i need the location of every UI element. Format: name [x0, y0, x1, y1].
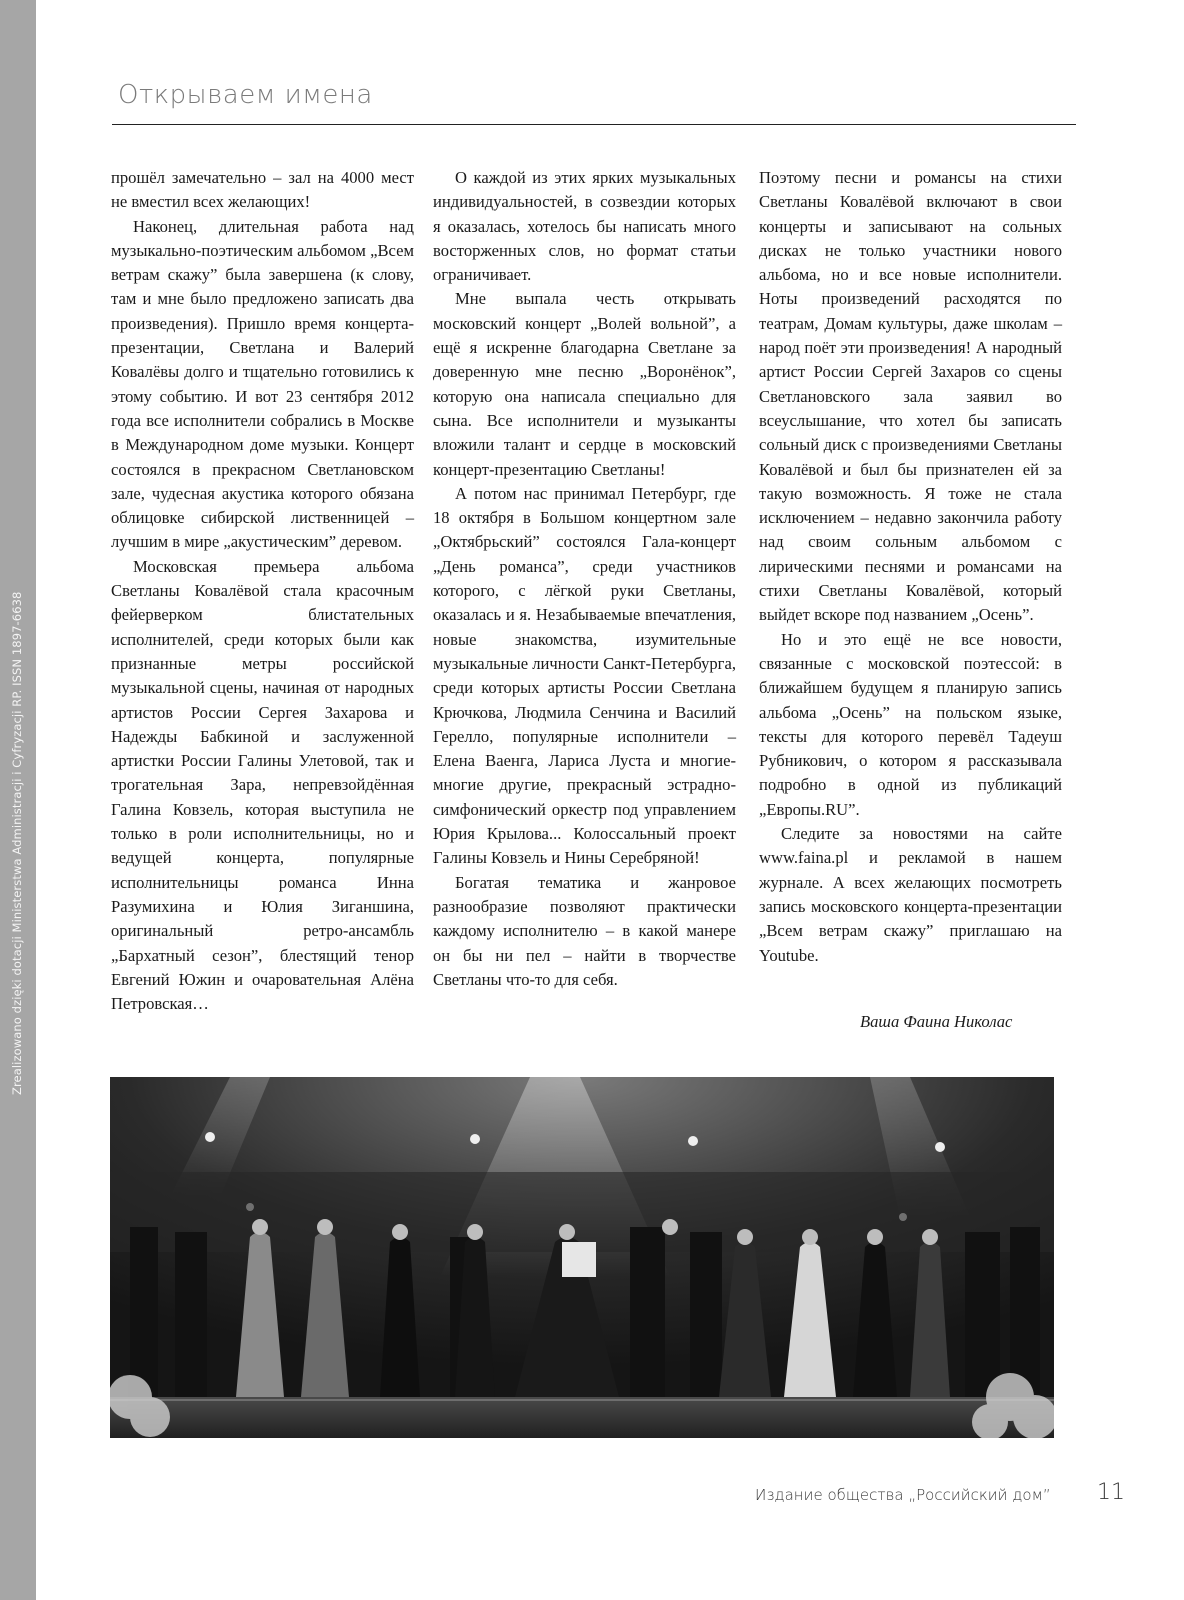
paragraph: Следите за новостями на сайте www.faina.pl и рекламой в нашем журнале. А всех желающих посмотреть запись московского концерта-презентации „Всем ветрам скажу” приглашаю на Youtube.	[759, 824, 1062, 965]
concert-photo	[110, 1077, 1054, 1438]
paragraph: Поэтому песни и романсы на стихи Светланы Ковалёвой включают в свои концерты и записывают на сольных дисках не только участники нового альбома, но и все новые исполнители. Ноты произведений расходятся по театрам, Домам культуры, даже школам – народ поёт эти произведения! А народный артист России Сергей Захаров со сцены Светлановского зала заявил во всеуслышание, что хотел бы записать сольный диск с произведениями Светланы Ковалёвой и был бы признателен ей за такую возможность. Я тоже не стала исключением – недавно закончила работу над своим сольным альбомом с лирическими песнями и романсами на стихи Светланы Ковалёвой, который выйдет вскоре под названием „Осень”.	[759, 168, 1062, 625]
publisher-footer: Издание общества „Российский дом”	[755, 1486, 1051, 1504]
side-strip	[0, 0, 36, 1600]
paragraph: А потом нас принимал Петербург, где 18 октября в Большом концертном зале „Октябрьский” состоялся Гала-концерт „День романса”, среди участников которого, с лёгкой руки Светланы, оказалась и я. Незабываемые впечатления, новые знакомства, изумительные музыкальные личности Санкт-Петербурга, среди которых артисты России Светлана Крючкова, Людмила Сенчина и Василий Герелло, популярные исполнители – Елена Ваенга, Лариса Луста и многие-многие другие, прекрасный эстрадно-симфонический оркестр под управлением Юрия Крылова... Колоссальный проект Галины Ковзель и Нины Серебряной!	[433, 483, 736, 868]
article-column-2	[433, 166, 736, 992]
paragraph: Богатая тематика и жанровое разнообразие позволяют практически каждому исполнителю – в какой манере он бы ни пел – найти в творчестве Светланы что-то для себя.	[433, 872, 736, 989]
paragraph: прошёл замечательно – зал на 4000 мест не вместил всех желающих!	[111, 168, 414, 212]
paragraph: Но и это ещё не все новости, связанные с московской поэтессой: в ближайшем будущем я планирую запись альбома „Осень” на польском языке, тексты для которого перевёл Тадеуш Рубникович, о котором я рассказывала подробно в одной из публикаций „Европы.RU”.	[759, 629, 1062, 819]
article-column-3	[759, 166, 1062, 968]
page-number: 11	[1097, 1480, 1125, 1505]
paragraph: Московская премьера альбома Светланы Ковалёвой стала красочным фейерверком блистательных исполнителей, среди которых были как признанные метры российской музыкальной сцены, начиная от народных артистов России Сергея Захарова и Надежды Бабкиной и заслуженной артистки России Галины Улетовой, так и трогательная Зара, непревзойдённая Галина Ковзель, которая выступила не только в роли исполнительницы, но и ведущей концерта, популярные исполнительницы романса Инна Разумихина и Юлия Зиганшина, оригинальный ретро-ансамбль „Бархатный сезон”, блестящий тенор Евгений Южин и очаровательная Алёна Петровская…	[111, 556, 414, 1014]
paragraph: Наконец, длительная работа над музыкально-поэтическим альбомом „Всем ветрам скажу” была завершена (к слову, там и мне было предложено записать два произведения). Пришло время концерта-презентации, Светлана и Валерий Ковалёвы долго и тщательно готовились к этому событию. И вот 23 сентября 2012 года все исполнители собрались в Москве в Международном доме музыки. Концерт состоялся в прекрасном Светлановском зале, чудесная акустика которого обязана облицовке сибирской лиственницей – лучшим в мире „акустическим” деревом.	[111, 216, 414, 552]
title-divider	[112, 124, 1076, 125]
paragraph: Мне выпала честь открывать московский концерт „Волей вольной”, а ещё я искренне благодарна Светлане за доверенную мне песню „Воронёнок”, которую она написала специально для сына. Все исполнители и музыканты вложили талант и сердце в московский концерт-презентацию Светланы!	[433, 289, 736, 479]
author-signature: Ваша Фаина Николас	[860, 1012, 1013, 1031]
section-title: Открываем имена	[118, 80, 373, 110]
concert-photo-illustration	[110, 1077, 1054, 1438]
sponsor-issn-text: Zrealizowano dzięki dotacji Ministerstwa Administracji i Cyfryzacji RP. ISSN 1897-6638	[10, 591, 24, 1095]
article-column-1	[111, 166, 414, 1016]
paragraph: О каждой из этих ярких музыкальных индивидуальностей, в созвездии которых я оказалась, хотелось бы написать много восторженных слов, но формат статьи ограничивает.	[433, 168, 736, 285]
